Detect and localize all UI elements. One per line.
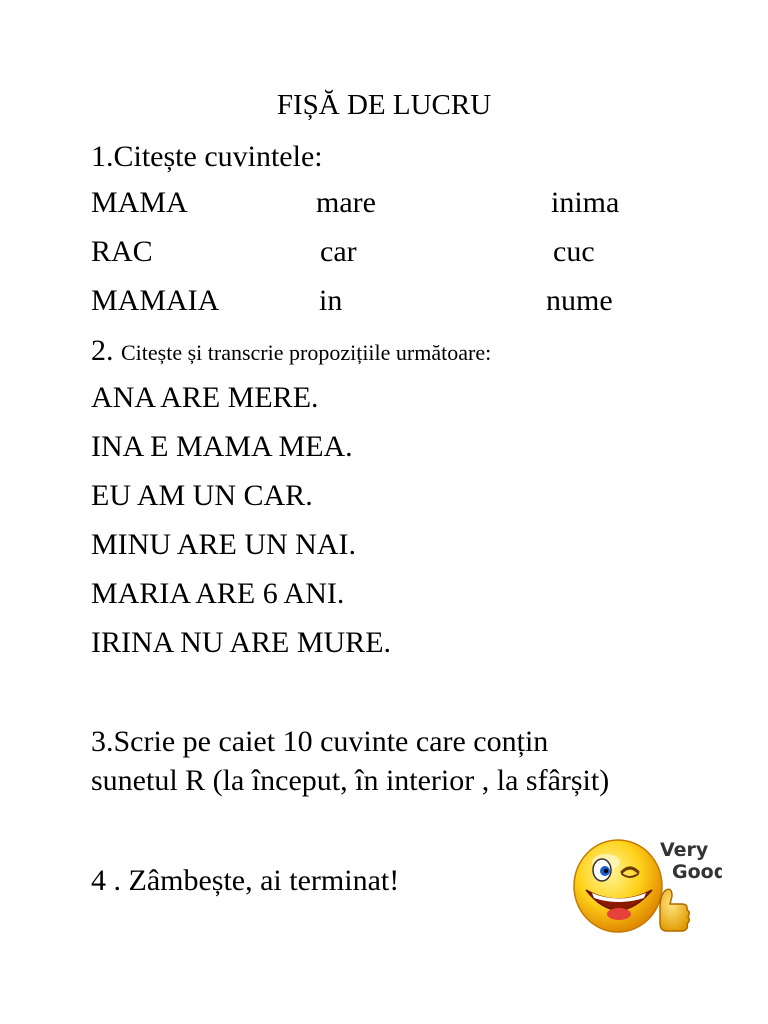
word: cuc <box>553 235 595 268</box>
exercise-2-heading <box>91 334 491 370</box>
word: inima <box>551 186 620 219</box>
sentence: IRINA NU ARE MURE. <box>91 626 392 659</box>
word: MAMA <box>91 186 188 219</box>
sentence: MARIA ARE 6 ANI. <box>91 577 345 610</box>
word: RAC <box>91 235 153 268</box>
sentence: MINU ARE UN NAI. <box>91 528 356 561</box>
page-title: FIȘĂ DE LUCRU <box>276 89 492 121</box>
very-good-sticker <box>572 832 722 944</box>
exercise-3-line-2: sunetul R (la început, în interior , la sfârșit) <box>91 764 610 797</box>
sentence: EU AM UN CAR. <box>91 479 313 512</box>
word-row-1 <box>0 186 768 222</box>
winking-smiley-thumbs-up-icon <box>572 832 722 944</box>
word: nume <box>546 284 613 317</box>
word: mare <box>316 186 376 219</box>
exercise-4-text: 4 . Zâmbește, ai terminat! <box>91 864 400 897</box>
sticker-text-good: Good <box>672 861 722 883</box>
sticker-text-very: Very <box>660 839 709 861</box>
exercise-3-line-1: 3.Scrie pe caiet 10 cuvinte care conțin <box>91 725 549 758</box>
exercise-2-instruction: Citește și transcrie propozițiile următoare: <box>121 340 492 365</box>
word-row-2 <box>0 235 768 271</box>
sentence: ANA ARE MERE. <box>91 381 319 414</box>
word: MAMAIA <box>91 284 220 317</box>
word: in <box>319 284 343 317</box>
sentence: INA E MAMA MEA. <box>91 430 353 463</box>
word-row-3 <box>0 284 768 320</box>
exercise-2-number: 2. <box>91 334 114 367</box>
exercise-1-heading: 1.Citește cuvintele: <box>91 140 323 173</box>
word: car <box>320 235 357 268</box>
